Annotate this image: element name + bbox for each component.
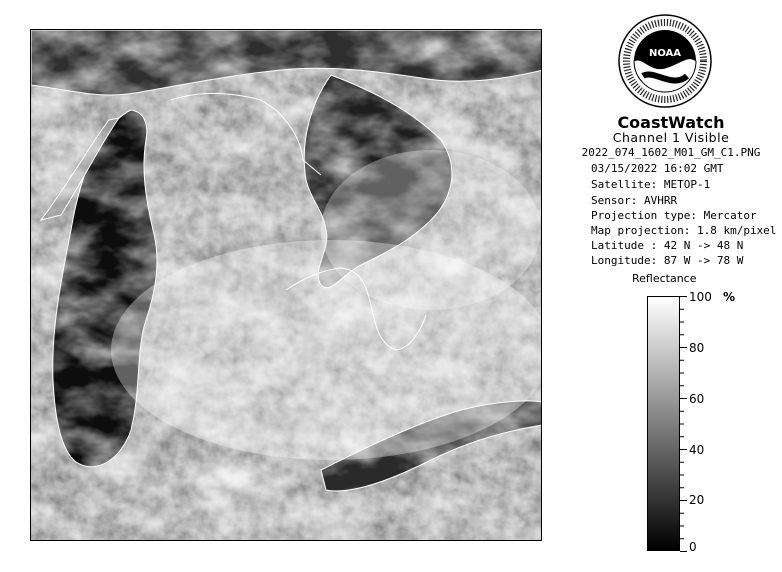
colorbar-unit: % (723, 290, 736, 304)
satellite-image-canvas (31, 30, 542, 541)
tick-label-0: 0 (689, 540, 697, 554)
map-projection-label: Map projection: 1.8 km/pixel (591, 224, 777, 237)
tick-label-80: 80 (689, 341, 705, 355)
latitude-label: Latitude : 42 N -> 48 N (591, 239, 744, 252)
product-title: CoastWatch (617, 113, 725, 132)
satellite-image (30, 29, 542, 541)
tick-label-100: 100 (689, 290, 712, 304)
projection-type-label: Projection type: Mercator (591, 209, 757, 222)
tick-label-40: 40 (689, 443, 705, 457)
tick-label-60: 60 (689, 392, 705, 406)
cloud-band-upper (321, 150, 541, 310)
tick-label-20: 20 (689, 493, 705, 507)
noaa-logo-text: NOAA (648, 48, 682, 59)
sensor-label: Sensor: AVHRR (591, 194, 678, 207)
colorbar-ticks (680, 296, 740, 556)
image-filename: 2022_074_1602_M01_GM_C1.PNG (581, 146, 761, 159)
colorbar-title: Reflectance (632, 272, 697, 285)
datetime-label: 03/15/2022 16:02 GMT (591, 162, 724, 175)
legend-panel (560, 0, 782, 572)
noaa-logo (618, 14, 712, 108)
channel-label: Channel 1 Visible (612, 130, 730, 145)
satellite-label: Satellite: METOP-1 (591, 178, 711, 191)
longitude-label: Longitude: 87 W -> 78 W (591, 254, 744, 267)
colorbar (647, 296, 680, 551)
